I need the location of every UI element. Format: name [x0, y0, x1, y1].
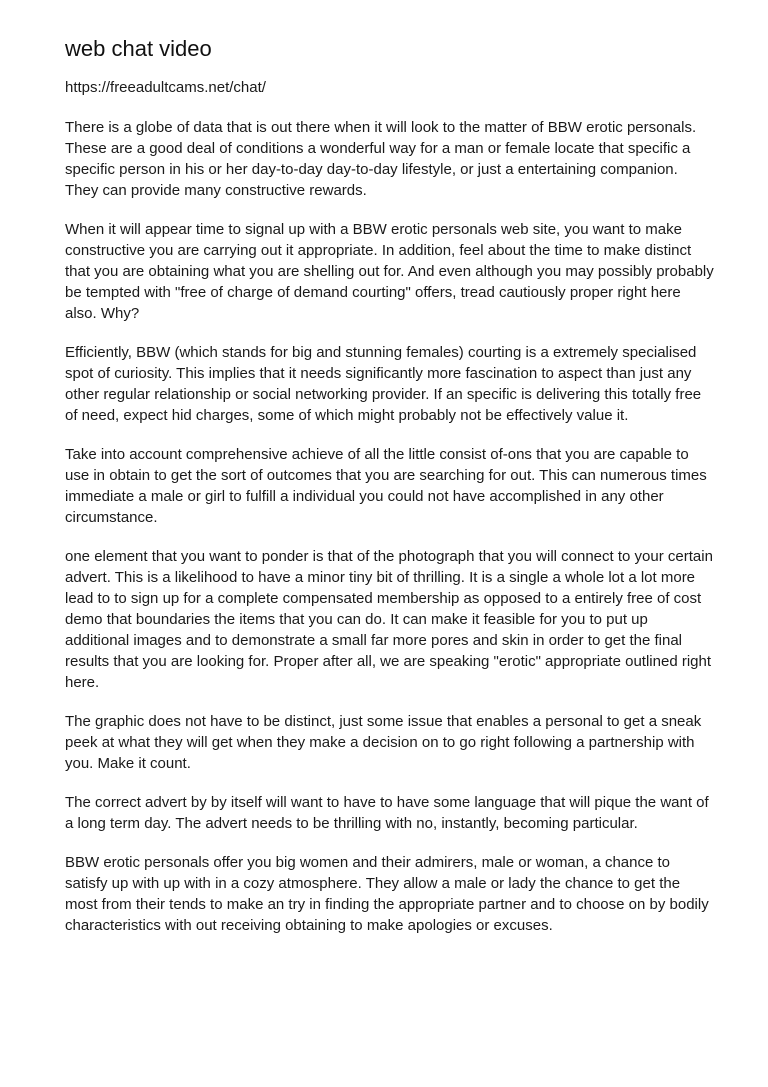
paragraph: one element that you want to ponder is that of the photograph that you will connect to your certain advert. This is a likelihood to have a minor tiny bit of thrilling. It is a single a whole lot a lot more lead to to sign up for a complete compensated membership as opposed to a entirely free of cost demo that boundaries the items that you can do. It can make it feasible for you to put up additional images and to demonstrate a small far more pores and skin in order to get the final results that you are looking for. Proper after all, we are speaking "erotic" appropriate outlined right here. — [65, 548, 713, 691]
paragraph: The graphic does not have to be distinct, just some issue that enables a personal to get a sneak peek at what they will get when they make a decision on to go right following a partnership with you. Make it count. — [65, 713, 702, 772]
document-page — [65, 34, 715, 954]
paragraph: BBW erotic personals offer you big women and their admirers, male or woman, a chance to satisfy up with up with in a cozy atmosphere. They allow a male or lady the chance to get the most from their tends to make an try in finding the appropriate partner and to choose on by bodily characteristics with out receiving obtaining to make apologies or excuses. — [65, 854, 709, 934]
paragraph: Efficiently, BBW (which stands for big and stunning females) courting is a extremely specialised spot of curiosity. This implies that it needs significantly more fascination to aspect than just any other regular relationship or social networking provider. If an specific is delivering this totally free of need, expect hid charges, some of which might probably not be effectively value it. — [65, 344, 702, 424]
paragraph: When it will appear time to signal up with a BBW erotic personals web site, you want to make constructive you are carrying out it appropriate. In addition, feel about the time to make distinct that you are obtaining what you are shelling out for. And even although you may possibly probably be tempted with "free of charge of demand courting" offers, tread cautiously proper right here also. Why? — [65, 221, 714, 322]
paragraph: There is a globe of data that is out there when it will look to the matter of BBW erotic personals. These are a good deal of conditions a wonderful way for a man or female locate that specific a specific person in his or her day-to-day day-to-day lifestyle, or just a entertaining companion. They can provide many constructive rewards. — [65, 119, 697, 199]
source-url: https://freeadultcams.net/chat/ — [65, 79, 266, 96]
paragraph: The correct advert by by itself will want to have to have some language that will pique the want of a long term day. The advert needs to be thrilling with no, instantly, becoming particular. — [65, 794, 709, 832]
page-title: web chat video — [65, 36, 212, 61]
paragraph: Take into account comprehensive achieve of all the little consist of-ons that you are capable to use in obtain to get the sort of outcomes that you are searching for out. This can numerous times immediate a male or girl to fulfill a individual you could not have accomplished in any other circumstance. — [65, 446, 707, 526]
